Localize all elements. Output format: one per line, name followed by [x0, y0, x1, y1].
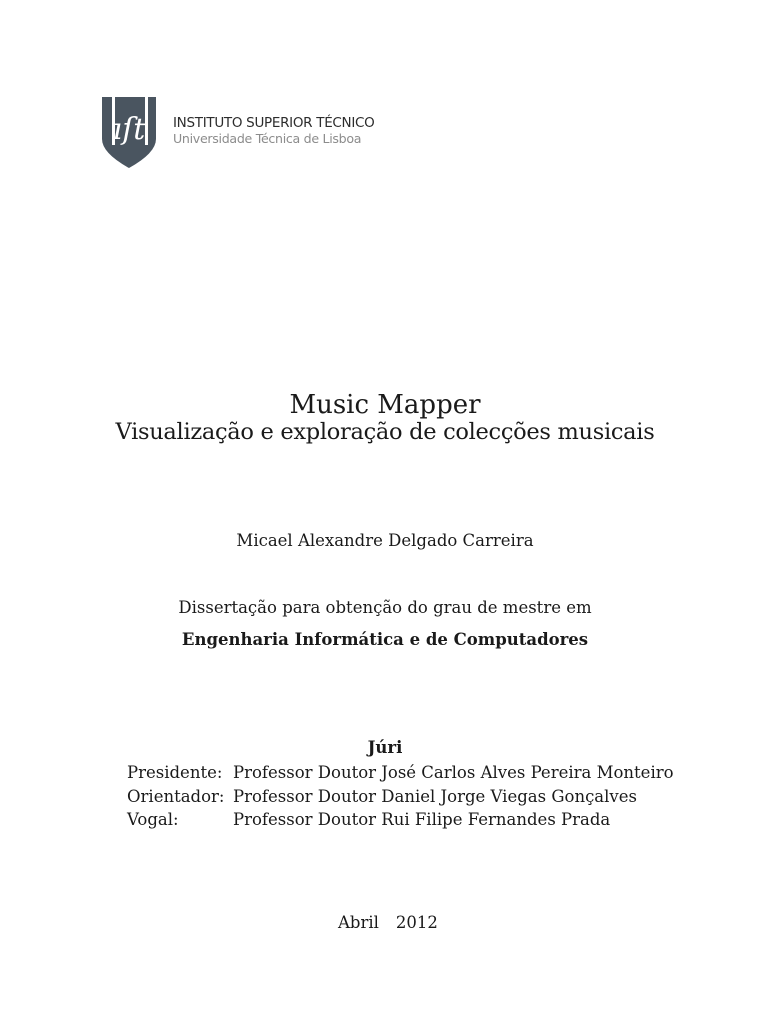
thesis-subtitle: Visualização e exploração de colecções musicais: [115, 419, 655, 445]
jury-member-name: Professor Doutor José Carlos Alves Pereira Monteiro: [233, 763, 674, 782]
ist-shield-logo: [100, 95, 158, 170]
university-name: Universidade Técnica de Lisboa: [173, 131, 362, 146]
institution-name: INSTITUTO SUPERIOR TÉCNICO: [173, 115, 375, 131]
degree-intro: Dissertação para obtenção do grau de mestre em: [178, 598, 592, 617]
institution-logo: [100, 95, 390, 173]
submission-date: [338, 913, 438, 932]
jury-heading: Júri: [367, 738, 403, 757]
jury-member-name: Professor Doutor Rui Filipe Fernandes Prada: [233, 810, 611, 829]
jury-role: Presidente:: [127, 763, 223, 782]
jury-role: Orientador:: [127, 786, 225, 806]
svg-text:ıſt: ıſt: [112, 112, 146, 147]
date-month: Abril: [338, 913, 379, 932]
jury-member-name: Professor Doutor Daniel Jorge Viegas Gonçalves: [233, 786, 637, 806]
thesis-title: Music Mapper: [289, 390, 481, 420]
jury-role: Vogal:: [127, 810, 179, 829]
degree-name: Engenharia Informática e de Computadores: [181, 630, 589, 649]
date-year: 2012: [395, 913, 438, 932]
author-name: Micael Alexandre Delgado Carreira: [236, 531, 534, 550]
